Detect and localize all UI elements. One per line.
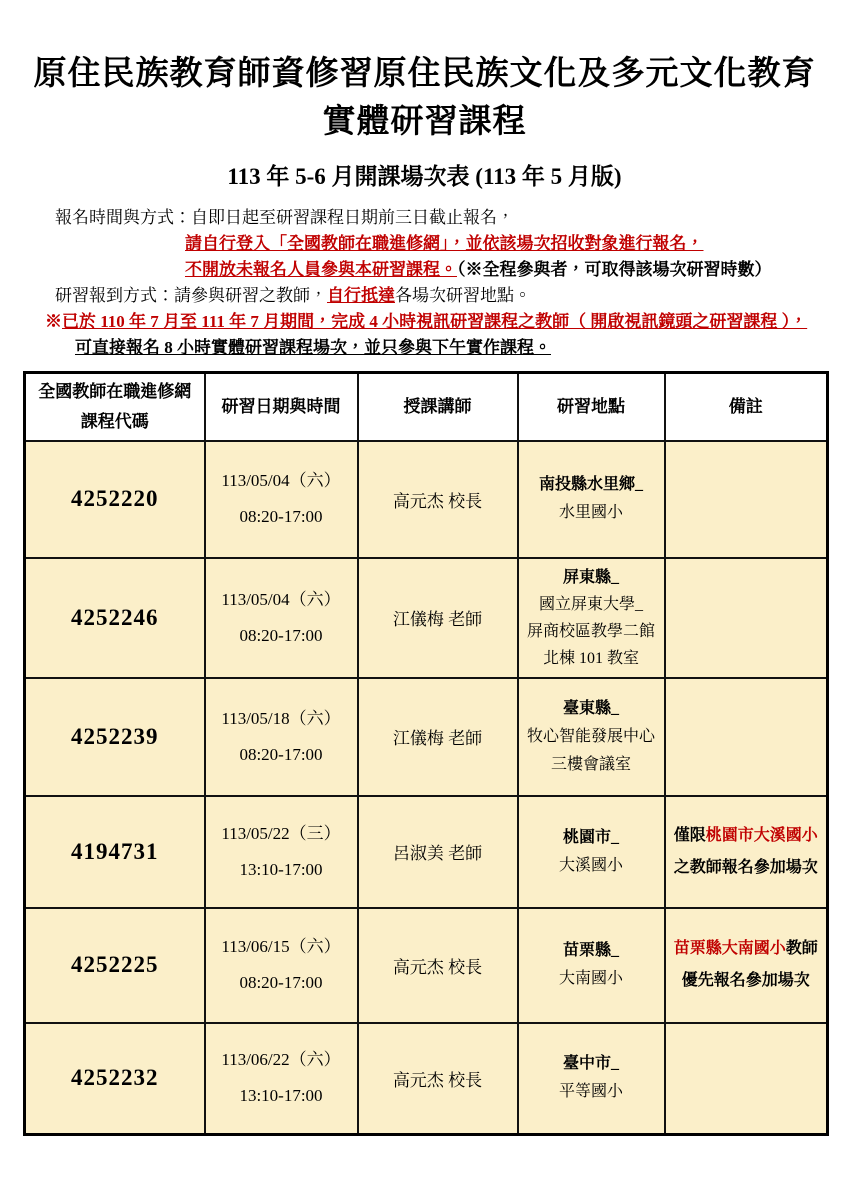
remark-line [670, 933, 823, 965]
cell-remarks [665, 796, 828, 908]
location-line: 水里國小 [558, 504, 623, 521]
table-header-row [25, 373, 828, 441]
course-schedule-table [23, 371, 829, 1136]
cell-course-code: 4252246 [25, 558, 205, 678]
cell-date-time [205, 796, 358, 908]
notes-section [45, 205, 849, 361]
time-line: 08:20-17:00 [239, 625, 323, 645]
cell-course-code: 4194731 [25, 796, 205, 908]
time-line: 13:10-17:00 [239, 859, 323, 879]
time-line: 08:20-17:00 [239, 507, 323, 526]
cell-instructor: 江儀梅 老師 [358, 558, 518, 678]
cell-date-time [205, 441, 358, 558]
cell-location [518, 796, 665, 908]
note-checkin-pre: 研習報到方式：請參與研習之教師， [55, 286, 327, 305]
header-course-code [25, 373, 205, 441]
location-line: 大南國小 [558, 970, 623, 987]
table-row [25, 441, 828, 558]
note-full-participation: （※全程參與者，可取得該場次研習時數） [457, 260, 772, 279]
cell-location [518, 908, 665, 1023]
location-line: 平等國小 [558, 1083, 623, 1101]
document-subtitle: 113 年 5-6 月開課場次表 (113 年 5 月版) [227, 164, 622, 189]
location-line: 牧心智能發展中心 [526, 727, 655, 745]
table-row [25, 908, 828, 1023]
date-line: 113/05/04（六） [221, 589, 341, 609]
location-line: 北棟 101 教室 [542, 649, 639, 667]
note-no-walkin [185, 257, 849, 283]
note-no-walkin-red: 不開放未報名人員參與本研習課程。 [185, 260, 457, 279]
time-line: 08:20-17:00 [239, 744, 323, 764]
time-line: 13:10-17:00 [239, 1086, 323, 1106]
note-video-course [45, 309, 849, 335]
cell-instructor: 高元杰 校長 [358, 1023, 518, 1135]
note-checkin-red: 自行抵達 [327, 286, 395, 305]
cell-instructor: 江儀梅 老師 [358, 678, 518, 796]
cell-date-time [205, 908, 358, 1023]
note-registration-time: 報名時間與方式：自即日起至研習課程日期前三日截止報名， [55, 208, 514, 227]
document-title [0, 50, 849, 146]
note-checkin-post: 各場次研習地點。 [395, 286, 531, 305]
cell-remarks [665, 908, 828, 1023]
header-date-time: 研習日期與時間 [205, 373, 358, 441]
location-line: 桃園市_ [562, 828, 619, 846]
cell-remarks [665, 441, 828, 558]
remark-line: 之教師報名參加場次 [673, 858, 818, 876]
location-line: 臺東縣_ [562, 699, 619, 717]
document-title-line2: 實體研習課程 [322, 104, 527, 140]
header-instructor: 授課講師 [358, 373, 518, 441]
cell-instructor: 呂淑美 老師 [358, 796, 518, 908]
note-login-instruction [185, 231, 849, 257]
note-direct-registration-text: 可直接報名 8 小時實體研習課程場次，並只參與下午實作課程。 [75, 338, 551, 357]
table-row [25, 796, 828, 908]
cell-remarks [665, 558, 828, 678]
remark-red-text: 桃園市大溪國小 [705, 826, 818, 844]
cell-instructor: 高元杰 校長 [358, 908, 518, 1023]
location-line: 三樓會議室 [550, 755, 631, 773]
note-video-red: 已於 110 年 7 月至 111 年 7 月期間，完成 4 小時視訊研習課程之教師（ 開啟視訊鏡頭之研習課程 ）， [62, 312, 808, 331]
time-line: 08:20-17:00 [239, 973, 323, 992]
cell-date-time [205, 558, 358, 678]
remark-line: 優先報名參加場次 [681, 972, 810, 989]
table-row [25, 558, 828, 678]
header-course-code-line1: 全國教師在職進修網 [38, 381, 192, 401]
note-direct-registration [75, 335, 849, 361]
document-title-line1: 原住民族教育師資修習原住民族文化及多元文化教育 [33, 56, 816, 92]
date-line: 113/05/04（六） [221, 471, 341, 490]
cell-location [518, 1023, 665, 1135]
cell-location [518, 558, 665, 678]
header-course-code-line2: 課程代碼 [80, 411, 149, 431]
date-line: 113/06/22（六） [221, 1050, 341, 1070]
remark-red-text: 苗栗縣大南國小 [673, 940, 786, 957]
cell-date-time [205, 1023, 358, 1135]
cell-course-code: 4252220 [25, 441, 205, 558]
cell-course-code: 4252225 [25, 908, 205, 1023]
cell-course-code: 4252239 [25, 678, 205, 796]
date-line: 113/05/22（三） [221, 823, 341, 843]
cell-location [518, 441, 665, 558]
note-video-marker: ※ [45, 312, 62, 331]
header-remarks: 備註 [665, 373, 828, 441]
date-line: 113/05/18（六） [221, 708, 341, 728]
note-login-instruction-red: 請自行登入「全國教師在職進修網」，並依該場次招收對象進行報名， [185, 234, 704, 253]
cell-date-time [205, 678, 358, 796]
location-line: 國立屏東大學_ [538, 595, 643, 613]
remark-black-text: 教師 [785, 940, 818, 957]
remark-line [670, 820, 823, 852]
date-line: 113/06/15（六） [221, 937, 341, 956]
cell-remarks [665, 678, 828, 796]
location-line: 大溪國小 [558, 856, 623, 874]
table-row [25, 1023, 828, 1135]
location-line: 南投縣水里鄉_ [538, 476, 643, 493]
location-line: 屏商校區教學二館 [526, 622, 655, 640]
cell-remarks [665, 1023, 828, 1135]
location-line: 屏東縣_ [562, 568, 619, 586]
cell-course-code: 4252232 [25, 1023, 205, 1135]
location-line: 苗栗縣_ [562, 942, 619, 959]
remark-black-text: 僅限 [673, 826, 706, 844]
cell-instructor: 高元杰 校長 [358, 441, 518, 558]
table-row [25, 678, 828, 796]
header-location: 研習地點 [518, 373, 665, 441]
location-line: 臺中市_ [562, 1055, 619, 1073]
note-checkin-method [55, 283, 849, 309]
cell-location [518, 678, 665, 796]
